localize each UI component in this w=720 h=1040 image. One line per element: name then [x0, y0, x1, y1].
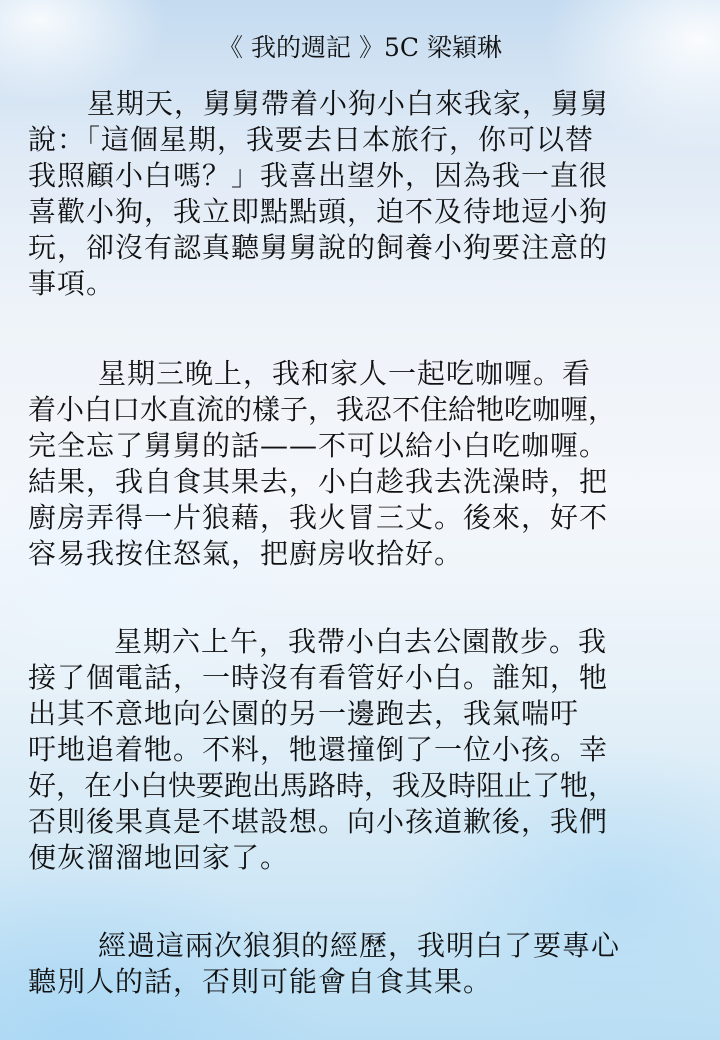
text-line: 聽別人的話，否則可能會自食其果。 [28, 965, 493, 998]
text-line: 接了個電話，一時沒有看管好小白。誰知，牠 [28, 661, 609, 694]
text-line: 說：「這個星期，我要去日本旅行，你可以替 [28, 123, 595, 156]
text-line: 否則後果真是不堪設想。向小孩道歉後，我們 [28, 805, 609, 838]
text-line: 完全忘了舅舅的話——不可以給小白吃咖喱。 [28, 429, 609, 462]
text-line: 吁地追着牠。不料，牠還撞倒了一位小孩。幸 [28, 733, 609, 766]
text-line: 着小白口水直流的樣子，我忍不住給牠吃咖喱， [28, 393, 617, 426]
text-line: 星期三晚上，我和家人一起吃咖喱。看 [40, 357, 592, 390]
text-line: 容易我按住怒氣，把廚房收拾好。 [28, 537, 464, 570]
text-line: 出其不意地向公園的另一邊跑去，我氣喘吁 [28, 697, 580, 730]
text-line: 廚房弄得一片狼藉，我火冒三丈。後來，好不 [28, 501, 609, 534]
text-line: 星期天，舅舅帶着小狗小白來我家，舅舅 [58, 87, 610, 120]
text-line: 喜歡小狗，我立即點點頭，迫不及待地逗小狗 [28, 195, 609, 228]
text-line: 玩，卻沒有認真聽舅舅說的飼養小狗要注意的 [28, 231, 609, 264]
text-line: 便灰溜溜地回家了。 [28, 841, 290, 874]
text-line: 經過這兩次狼狽的經歷，我明白了要專心 [40, 929, 621, 962]
text-line: 我照顧小白嗎？」我喜出望外，因為我一直很 [28, 159, 609, 192]
text-line: 事項。 [28, 267, 116, 300]
text-line: 星期六上午，我帶小白去公園散步。我 [56, 625, 608, 658]
text-line: 好，在小白快要跑出馬路時，我及時阻止了牠， [28, 769, 617, 802]
text-line: 結果，我自食其果去，小白趁我去洗澡時，把 [28, 465, 609, 498]
journal-title: 《 我的週記 》5C 梁穎琳 [218, 33, 502, 62]
